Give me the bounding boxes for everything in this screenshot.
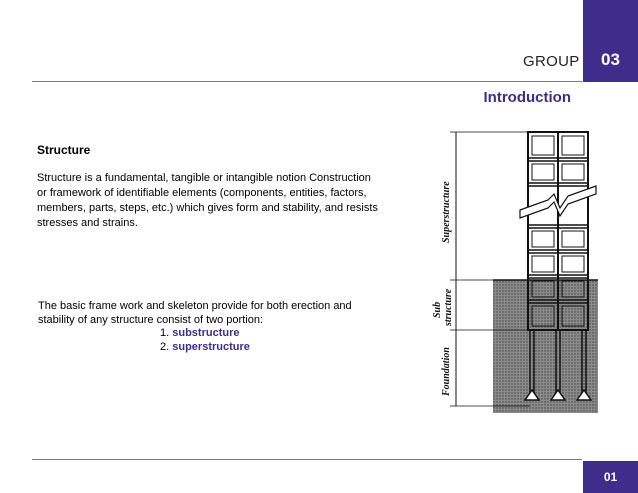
frame-description: The basic frame work and skeleton provide for both erection and stability of any structure consist of two portion: [38,300,352,326]
footer-divider [32,459,582,460]
list-item-text: superstructure [172,341,250,353]
superstructure-label: Superstructure [441,181,452,243]
list-item-text: substructure [172,327,240,339]
structure-definition: Structure is a fundamental, tangible or intangible notion Construction or framework of identifiable elements (components, entities, factors, members, parts, steps, etc.) which gives form and stability, and resists stresses and strains. [37,172,378,229]
sub-structure-label-1: Sub [432,301,443,318]
page-number: 01 [603,470,618,484]
header-divider [32,81,582,82]
list-item [160,326,250,340]
group-badge [583,0,638,82]
section-title: Introduction [483,89,571,106]
sub-structure-label-2: structure [443,288,454,326]
list-item [160,340,250,354]
structure-diagram [418,128,598,413]
list-item-number: 1. [160,327,170,339]
group-number: 03 [601,50,620,69]
group-label: GROUP [523,53,580,70]
content-heading: Structure [37,143,91,157]
page-badge [583,461,638,493]
list-item-number: 2. [160,341,170,353]
portion-list [160,326,250,354]
building-frame [528,132,588,330]
foundation-label: Foundation [441,347,452,396]
